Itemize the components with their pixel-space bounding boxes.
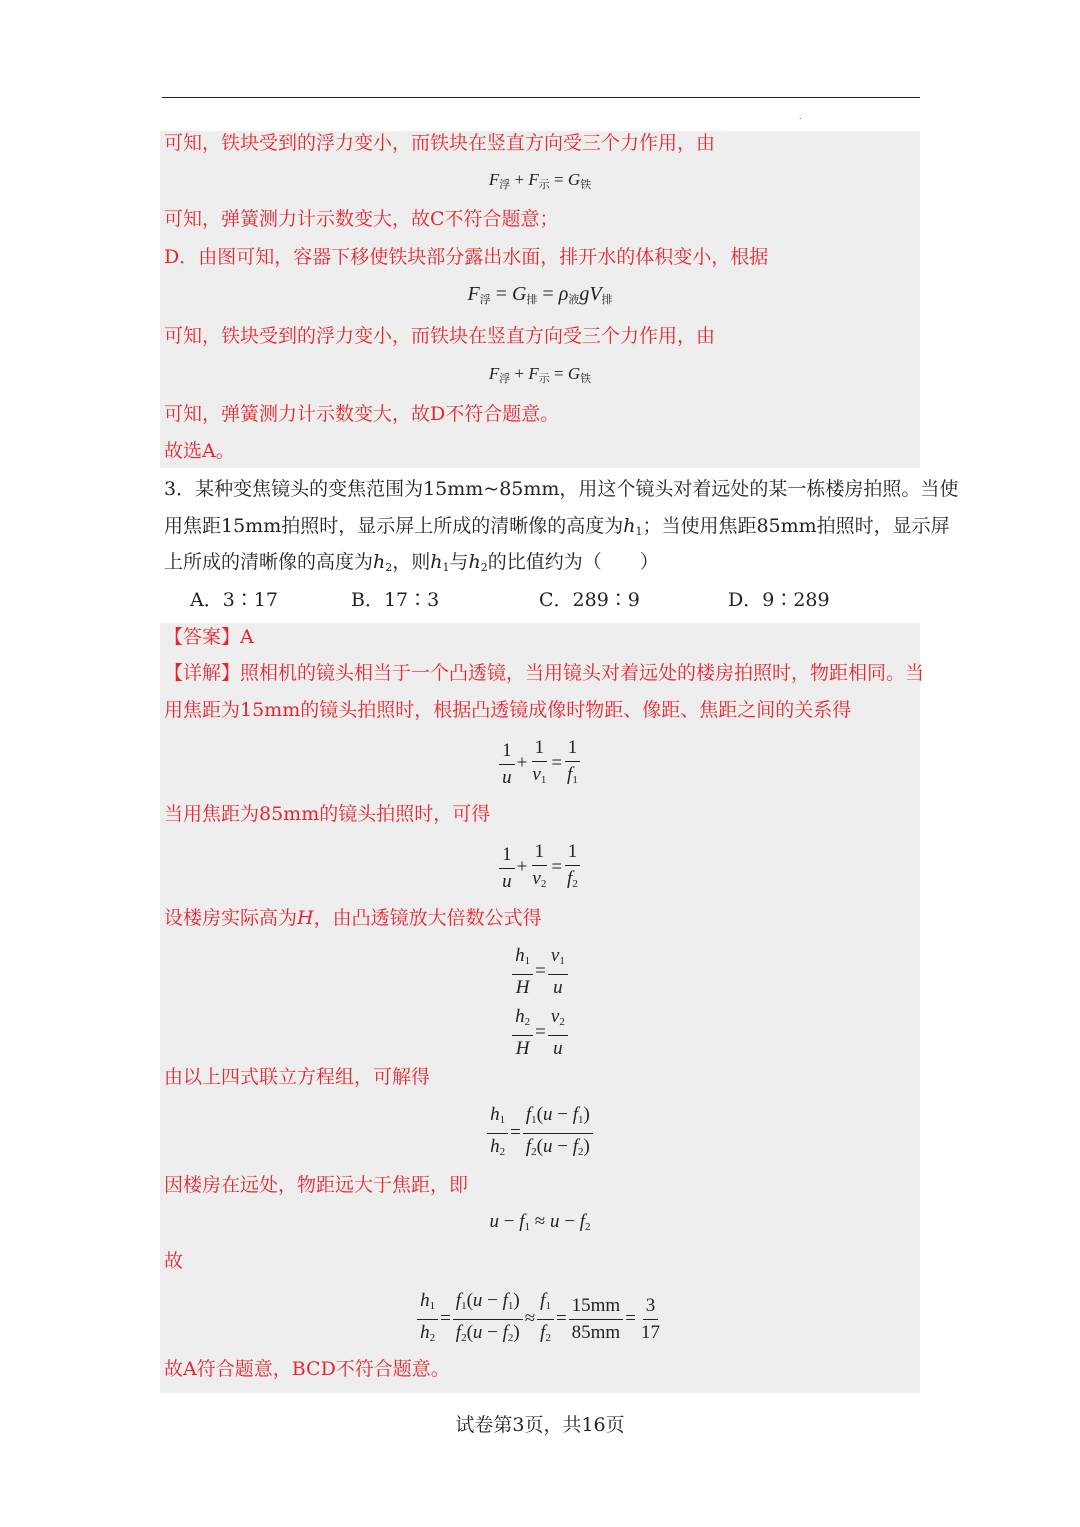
question-line: 上所成的清晰像的高度为$h_2$，则$h_1$与$h_2$的比值约为（ ）: [164, 551, 659, 574]
equation-approx: $u - f_1 \approx u - f_2$: [489, 1211, 591, 1233]
text-line: 用焦距为15mm的镜头拍照时，根据凸透镜成像时物距、像距、焦距之间的关系得: [164, 699, 852, 721]
text-line: 因楼房在远处，物距远大于焦距，即: [164, 1174, 469, 1196]
text-line: D．由图可知，容器下移使铁块部分露出水面，排开水的体积变小，根据: [164, 246, 769, 268]
text-line: 故选A。: [164, 440, 235, 462]
text-line: 由以上四式联立方程组，可解得: [164, 1066, 431, 1088]
question-line: 用焦距15mm拍照时，显示屏上所成的清晰像的高度为$h_1$；当使用焦距85mm拍照时，显示屏: [164, 515, 950, 538]
equation-force-balance: $F_浮 + F_示 = G_铁$: [488, 364, 592, 385]
option-d: D．9∶289: [728, 589, 830, 611]
text-line: 可知，铁块受到的浮力变小，而铁块在竖直方向受三个力作用，由: [164, 325, 716, 347]
detail-line: 【详解】照相机的镜头相当于一个凸透镜，当用镜头对着远处的楼房拍照时，物距相同。当: [164, 662, 925, 684]
equation-archimedes: $F_浮 = G_排 = \rho_液gV_排$: [467, 283, 613, 306]
header-mark: .: [799, 112, 802, 121]
equation-final: $\frac{h_1}{h_2}$ = $\frac{f_1(u - f_1)}{f_2(u - f_2)}$ ≈ $\frac{f_1}{f_2}$ = $\frac{15mm}{85mm}$ = $\frac{3}{17}$: [0, 1288, 1080, 1351]
text-line: 当用焦距为85mm的镜头拍照时，可得: [164, 803, 491, 825]
text-line: 可知，弹簧测力计示数变大，故C不符合题意；: [164, 208, 559, 230]
equation-magnification-2: $\frac{h_2}{H}$ = $\frac{v_2}{u}$: [0, 1004, 1080, 1062]
detail-label: 【详解】: [164, 662, 241, 684]
answer-line: [164, 625, 254, 649]
equation-lens-2: $\frac{1}{u}$ + $\frac{1}{v_2}$ = $\frac{1}{f_2}$: [0, 839, 1080, 897]
text-line: 故: [164, 1250, 184, 1272]
text-line: 可知，弹簧测力计示数变大，故D不符合题意。: [164, 403, 560, 425]
page-footer: 试卷第3页，共16页: [455, 1414, 625, 1436]
text-line: 设楼房实际高为H，由凸透镜放大倍数公式得: [164, 907, 542, 929]
option-c: C．289∶9: [539, 589, 640, 611]
equation-force-balance: $F_浮 + F_示 = G_铁$: [488, 170, 592, 191]
option-a: A．3∶17: [190, 589, 278, 611]
equation-lens-1: $\frac{1}{u}$ + $\frac{1}{v_1}$ = $\frac{1}{f_1}$: [0, 735, 1080, 793]
text-line: 故A符合题意，BCD不符合题意。: [164, 1358, 450, 1380]
header-rule: [162, 97, 920, 98]
answer-value: A: [240, 626, 254, 648]
text-line: 可知，铁块受到的浮力变小，而铁块在竖直方向受三个力作用，由: [164, 132, 716, 154]
answer-label: 【答案】: [164, 626, 241, 648]
equation-ratio: $\frac{h_1}{h_2}$ = $\frac{f_1(u - f_1)}{f_2(u - f_2)}$: [0, 1102, 1080, 1165]
equation-magnification-1: $\frac{h_1}{H}$ = $\frac{v_1}{u}$: [0, 943, 1080, 1001]
question-line: 3．某种变焦镜头的变焦范围为15mm~85mm，用这个镜头对着远处的某一栋楼房拍照。当使: [164, 478, 959, 500]
option-b: B．17∶3: [351, 589, 440, 611]
